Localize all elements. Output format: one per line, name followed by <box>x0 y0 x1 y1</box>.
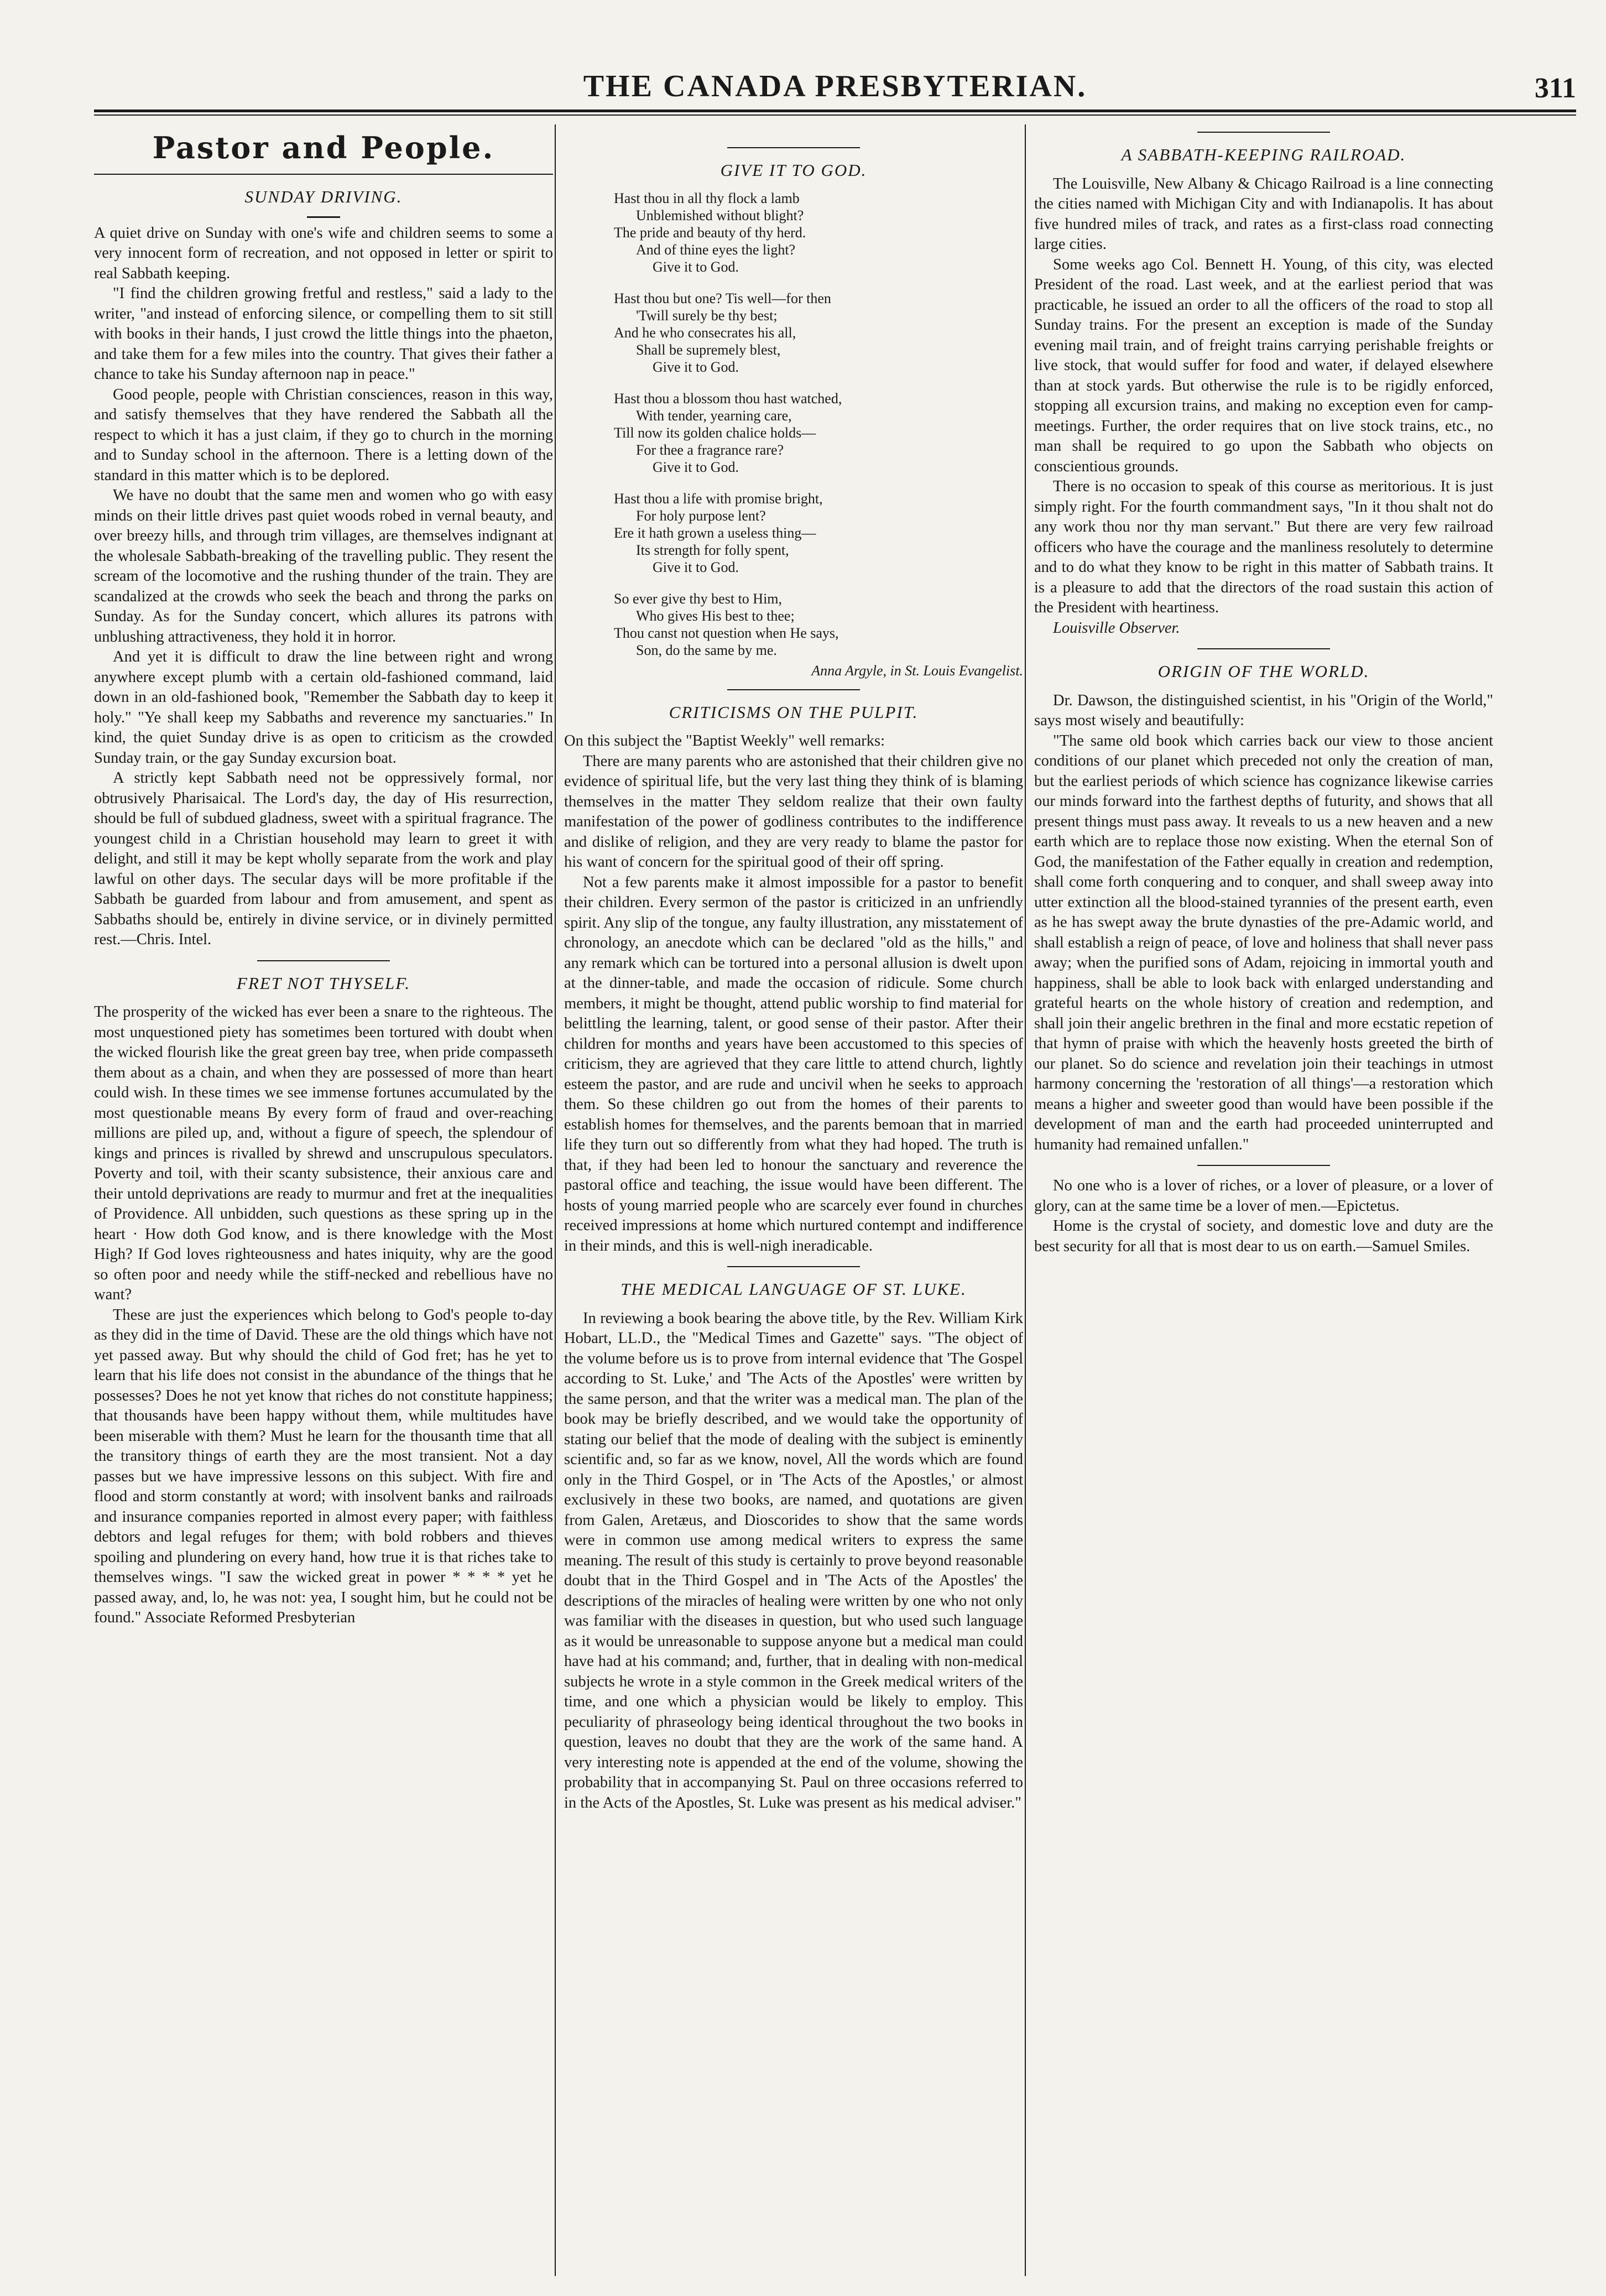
paragraph: Good people, people with Christian consciences, reason in this way, and satisfy themselves that they have rendered the Sabbath all the respect to which it has a just claim, if they go to church in the morning and to Sunday school in the afternoon. There is a letting down of the standard in this matter which is to be deplored. <box>94 386 553 484</box>
poem-line: Give it to God. <box>653 559 739 575</box>
poem-line: Hast thou a life with promise bright, <box>614 490 823 507</box>
poem-source: Anna Argyle, in St. Louis Evangelist. <box>811 662 1023 679</box>
column-1 <box>94 127 553 2273</box>
article-separator <box>1197 648 1330 649</box>
department-rule <box>94 174 553 175</box>
column-3 <box>1034 127 1493 2273</box>
title-dash <box>307 216 340 218</box>
article-source: Louisville Observer. <box>1053 619 1180 637</box>
poem <box>564 190 1023 679</box>
paragraph: There is no occasion to speak of this course as meritorious. It is just simply right. For the fourth commandment says, "In it thou shalt not do any work thou nor thy man servant." But there are very few railroad officers who have the courage and the manliness resolutely to determine and to do what they know to be right in this matter of Sabbath trains. It is a pleasure to add that the directors of the road sustain this action of the President with heartiness. <box>1034 478 1493 616</box>
article-separator <box>257 960 390 961</box>
newspaper-title: THE CANADA PRESBYTERIAN. <box>583 69 1087 103</box>
poem-stanza <box>564 390 1023 476</box>
poem-line: Hast thou but one? Tis well—for then <box>614 290 831 306</box>
paragraph: And yet it is difficult to draw the line between right and wrong anywhere except plumb with a certain old-fashioned command, laid down in an old-fashioned book, "Remember the Sabbath day to keep it holy." "Ye shall keep my Sabbaths and reverence my sanctuaries." In kind, the quiet Sunday drive is as open to criticism as the crowded Sunday train, or the gay Sunday excursion boat. <box>94 648 553 767</box>
poem-line: Give it to God. <box>653 358 739 375</box>
poem-line: And he who consecrates his all, <box>614 324 796 341</box>
paragraph: There are many parents who are astonished that their children give no evidence of spiritual life, but the very last thing they think of is blaming themselves in the matter They seldom realize that their own faulty manifestation of the power of godliness contributes to the indifference and dislike of religion, and they are very ready to blame the pastor for his want of concern for the spiritual good of their off spring. <box>564 752 1023 871</box>
poem-line: Hast thou in all thy flock a lamb <box>614 190 800 206</box>
poem-stanza <box>564 190 1023 275</box>
poem-stanza <box>564 590 1023 659</box>
department-title: Pastor and People. <box>152 130 495 165</box>
poem-line: Who gives His best to thee; <box>636 607 795 624</box>
header-rule-thin <box>94 114 1576 116</box>
article-title-sabbath-railroad: A SABBATH-KEEPING RAILROAD. <box>1121 145 1406 164</box>
article-title-criticisms: CRITICISMS ON THE PULPIT. <box>669 702 919 722</box>
article-title-sunday-driving: SUNDAY DRIVING. <box>244 187 403 206</box>
poem-stanza <box>564 290 1023 376</box>
paragraph: On this subject the "Baptist Weekly" well remarks: <box>564 732 885 749</box>
poem-line: Ere it hath grown a useless thing— <box>614 524 816 541</box>
article-separator <box>727 1266 860 1267</box>
poem-line: The pride and beauty of thy herd. <box>614 224 806 241</box>
paragraph: "The same old book which carries back our view to those ancient conditions of our planet which preceded not only the creation of man, but the earliest periods of which science has cognizance likewise carries our minds forward into the farthest depths of futurity, and shows that all present things must pass away. It reveals to us a new heaven and a new earth which are to replace those now existing. When the eternal Son of God, the manifestation of the Father equally in creation and redemption, shall come forth conquering and to conquer, and shall sweep away into utter extinction all the blood-stained tyrannies of the present earth, even as he has swept away the brute dynasties of the pre-Adamic world, and shall establish a reign of peace, of love and holiness that shall never pass away; when the purified sons of Adam, rejoicing in immortal youth and happiness, shall be able to look back with enlarged understanding and grateful hearts on the whole history of creation and redemption, and shall join their angelic brethren in the final and more ecstatic repetion of that hymn of praise with which the heavenly hosts greeted the birth of our planet. So do science and revelation join their teachings in utmost harmony concerning the 'restoration of all things'—a restoration which means a higher and sweeter good than would have been possible if the development of man and the earth had proceeded uninterrupted and humanity had remained unfallen." <box>1034 732 1493 1153</box>
poem-line: Give it to God. <box>653 258 739 275</box>
article-separator <box>727 689 860 690</box>
poem-line: Thou canst not question when He says, <box>614 624 839 641</box>
paragraph: Not a few parents make it almost impossible for a pastor to benefit their children. Every sermon of the pastor is criticized in an unfriendly spirit. Any slip of the tongue, any faulty illustration, any misstatement of chronology, an anecdote which can be declared "old as the hills," and any remark which can be tortured into a personal allusion is dwelt upon at the dinner-table, and made the occasion of ridicule. Some church members, it might be thought, attend public worship to find material for belittling the learning, talent, or good sense of their pastor. After their children for months and years have been accustomed to this species of criticism, they are agrieved that they care little to attend church, lightly esteem the pastor, and are rude and uncivil when he seeks to approach them. So these children go out from the homes of their parents to establish homes for themselves, and the parents bemoan that in married life they turn out so differently from what they had hoped. The truth is that, if they had been led to honour the sanctuary and reverence the pastoral office and teaching, the issue would have been different. The hosts of young married people who are scarcely ever found in churches received impressions at home which nurtured contempt and indifference in their minds, and this is well-nigh ineradicable. <box>564 873 1023 1254</box>
paragraph: Some weeks ago Col. Bennett H. Young, of this city, was elected President of the road. Last week, and at the earliest period that was practicable, he issued an order to all the officers of the road to stop all Sunday trains. For the present an exception is made of the Sunday evening mail train, and of freight trains carrying perishable freights or live stock, that would suffer for food and water, if delayed elsewhere than at stock yards. But otherwise the rule is to be rigidly enforced, stopping all excursion trains, and making no exception even for camp-meetings. Further, the order requires that on live stock trains, etc., no man shall be required to go upon the Sabbath who objects on conscientious grounds. <box>1034 256 1493 475</box>
poem-line: Its strength for folly spent, <box>636 542 789 558</box>
poem-line: Son, do the same by me. <box>636 642 777 658</box>
paragraph: These are just the experiences which belong to God's people to-day as they did in the time of David. These are the old things which have not yet passed away. But why should the child of God fret; has he yet to learn that his life does not consist in the abundance of the things that he possesses? Does he not yet know that riches do not constitute happiness; that thousands have been happy without them, while multitudes have been miserable with them? Must he learn for the thousanth time that all the transitory things of earth they are the most transient. Not a day passes but we have impressive lessons on this subject. With fire and flood and storm constantly at word; with insolvent banks and railroads and insurance companies reported in almost every paper; with faithless debtors and legal refuges for them; with bold robbers and thieves spoiling and plundering on every hand, how true it is that riches take to themselves wings. "I saw the wicked great in power * * * * yet he passed away, and, lo, he was not: yea, I sought him, but he could not be found." Associate Reformed Presbyterian <box>94 1306 553 1626</box>
article-separator <box>1197 132 1330 133</box>
article-title-medical-language: THE MEDICAL LANGUAGE OF ST. LUKE. <box>620 1279 967 1299</box>
paragraph: We have no doubt that the same men and women who go with easy minds on their little drives past quiet woods robed in vernal beauty, and over breezy hills, and through trim villages, are themselves indignant at the wholesale Sabbath-breaking of the travelling public. They resent the scream of the locomotive and the rushing thunder of the train. They are scandalized at the crowds who seek the beach and throng the parks on Sunday. As for the Sunday concert, which allures its patrons with unblushing attractiveness, they hold it in horror. <box>94 487 553 645</box>
poem-line: 'Twill surely be thy best; <box>636 307 778 324</box>
paragraph: "I find the children growing fretful and restless," said a lady to the writer, "and instead of enforcing silence, or compelling them to sit still with books in their hands, I just crowd the little things into the phaeton, and take them for a few miles into the country. That gives their father a chance to take his Sunday afternoon nap in peace." <box>94 285 553 383</box>
poem-line: Till now its golden chalice holds— <box>614 424 816 441</box>
paragraph: A quiet drive on Sunday with one's wife and children seems to some a very innocent form of recreation, and not opposed in letter or spirit to real Sabbath keeping. <box>94 224 553 282</box>
paragraph: The prosperity of the wicked has ever been a snare to the righteous. The most unquestioned piety has sometimes been tortured with doubt when the wicked flourish like the great green bay tree, when pride compasseth them about as a chain, and when they are possessed of more than heart could wish. In these times we see immense fortunes accumulated by the most questionable means By every form of fraud and over-reaching millions are piled up, and, without a figure of speech, the splendour of kings and princes is rivalled by shrewd and unscrupulous speculators. Poverty and toil, with their scanty subsistence, their anxious care and their untold deprivations are ready to murmur and fret at the inequalities of Providence. All unbidden, such questions as these spring up in the heart · How doth God know, and is there knowledge with the Most High? If God loves righteousness and hates iniquity, why are the good so often poor and needy while the stiff-necked and rebellious have no want? <box>94 1003 553 1303</box>
filler-quote: No one who is a lover of riches, or a lover of pleasure, or a lover of glory, can at the same time be a lover of men.—Epictetus. <box>1034 1177 1493 1215</box>
article-separator <box>727 147 860 148</box>
poem-stanza <box>564 490 1023 576</box>
article-separator <box>1197 1165 1330 1166</box>
poem-line: And of thine eyes the light? <box>636 241 796 258</box>
article-title-give-it-to-god: GIVE IT TO GOD. <box>720 160 867 180</box>
page-number: 311 <box>1534 72 1576 104</box>
article-title-fret-not: FRET NOT THYSELF. <box>237 973 410 993</box>
article-title-origin-world: ORIGIN OF THE WORLD. <box>1157 662 1370 681</box>
column-2 <box>564 127 1023 2273</box>
masthead <box>94 65 1576 104</box>
filler-quote: Home is the crystal of society, and domestic love and duty are the best security for all that is most dear to us on earth.—Samuel Smiles. <box>1034 1217 1493 1255</box>
paragraph: Dr. Dawson, the distinguished scientist, in his "Origin of the World," says most wisely and beautifully: <box>1034 691 1493 729</box>
poem-line: Give it to God. <box>653 459 739 475</box>
poem-line: With tender, yearning care, <box>636 407 792 424</box>
paragraph: A strictly kept Sabbath need not be oppressively formal, nor obtrusively Pharisaical. The Lord's day, the day of His resurrection, should be full of subdued gladness, sweet with a spiritual fragrance. The youngest child in a Christian household may learn to greet it with delight, and still it may be kept wholly separate from the work and play lawful on other days. The secular days will be more profitable if the Sabbath be guarded from labour and from amusement, and spent as Sabbaths should be, entirely in divine service, or in divinely permitted rest.—Chris. Intel. <box>94 769 553 948</box>
poem-line: For thee a fragrance rare? <box>636 441 784 458</box>
poem-line: So ever give thy best to Him, <box>614 590 783 607</box>
poem-line: Hast thou a blossom thou hast watched, <box>614 390 842 407</box>
poem-line: Unblemished without blight? <box>636 207 804 223</box>
column-divider-1 <box>555 124 556 2276</box>
paragraph: The Louisville, New Albany & Chicago Railroad is a line connecting the cities named with Michigan City and with Indianapolis. It has about five hundred miles of track, and rates as a first-class road connecting large cities. <box>1034 175 1493 253</box>
poem-line: For holy purpose lent? <box>636 507 766 524</box>
header-rule <box>94 110 1576 112</box>
paragraph: In reviewing a book bearing the above title, by the Rev. William Kirk Hobart, LL.D., the "Medical Times and Gazette" says. "The object of the volume before us is to prove from internal evidence that 'The Gospel according to St. Luke,' and 'The Acts of the Apostles' were written by the same person, and that the writer was a medical man. The plan of the book may be briefly described, and we would take the opportunity of stating our belief that the mode of dealing with the subject is eminently scientific and, so far as we know, novel, All the words which are found only in the Third Gospel, or in 'The Acts of the Apostles,' or almost exclusively in these two books, are named, and quotations are given from Galen, Aretæus, and Dioscorides to show that the same words were in common use among medical writers to express the same meaning. The result of this study is certainly to prove beyond reasonable doubt that in the Third Gospel and in 'The Acts of the Apostles' the descriptions of the miracles of healing were written by one who not only was familiar with the diseases in question, but who used such language as it would be unreasonable to suppose anyone but a medical man could have had at his command; and, further, that in dealing with non-medical subjects he wrote in a style common in the Greek medical writers of the time, and one which a physician would be likely to employ. This peculiarity of phraseology being identical throughout the two books in question, leaves no doubt that they are the work of the same hand. A very interesting note is appended at the end of the volume, showing the probability that in accompanying St. Paul on three occasions referred to in the Acts of the Apostles, St. Luke was present as his medical adviser." <box>564 1309 1023 1811</box>
column-divider-2 <box>1025 124 1026 2276</box>
poem-line: Shall be supremely blest, <box>636 341 781 358</box>
